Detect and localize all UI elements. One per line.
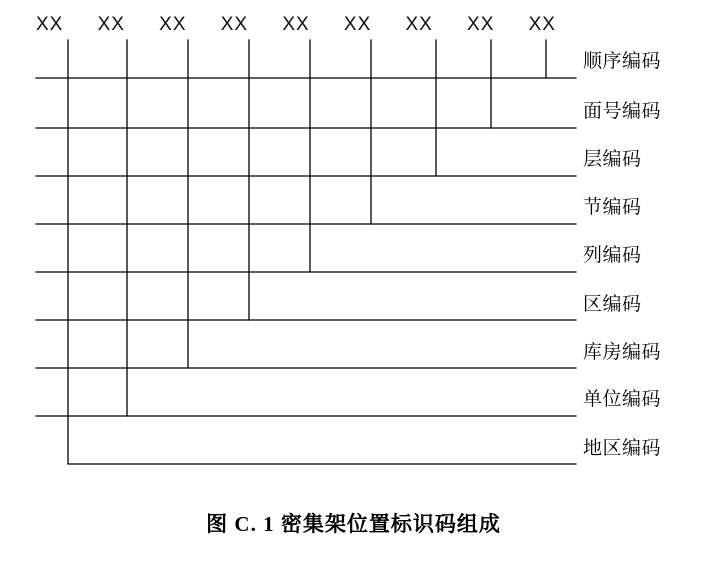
leader-label-5: 列编码 <box>583 245 642 266</box>
leader-jie <box>371 40 576 224</box>
code-group-2: XX <box>97 14 125 35</box>
leader-qu <box>249 40 576 320</box>
leader-danwei <box>127 40 576 416</box>
leader-mianhao <box>491 40 576 128</box>
leader-label-9: 地区编码 <box>583 438 662 459</box>
code-group-1: XX <box>36 14 64 35</box>
code-group-3: XX <box>159 14 187 35</box>
leader-label-8: 单位编码 <box>583 389 662 410</box>
code-group-6: XX <box>343 14 372 35</box>
figure-caption: 图 C. 1 密集架位置标识码组成 <box>206 512 501 536</box>
leader-shunxu <box>546 40 576 78</box>
code-group-5: XX <box>282 14 310 35</box>
leader-label-2: 面号编码 <box>583 101 662 122</box>
leader-label-3: 层编码 <box>583 149 642 170</box>
leader-label-7: 库房编码 <box>583 342 662 363</box>
leader-label-1: 顺序编码 <box>583 51 662 72</box>
leader-ceng <box>436 40 576 176</box>
code-group-9: XX <box>528 14 556 35</box>
code-group-7: XX <box>405 14 433 35</box>
leader-label-4: 节编码 <box>583 197 642 218</box>
leader-diqu <box>68 40 576 464</box>
leader-label-6: 区编码 <box>583 294 642 315</box>
leader-kufang <box>188 40 576 368</box>
code-group-4: XX <box>220 14 249 35</box>
leader-lie <box>310 40 576 272</box>
code-group-8: XX <box>467 14 495 35</box>
